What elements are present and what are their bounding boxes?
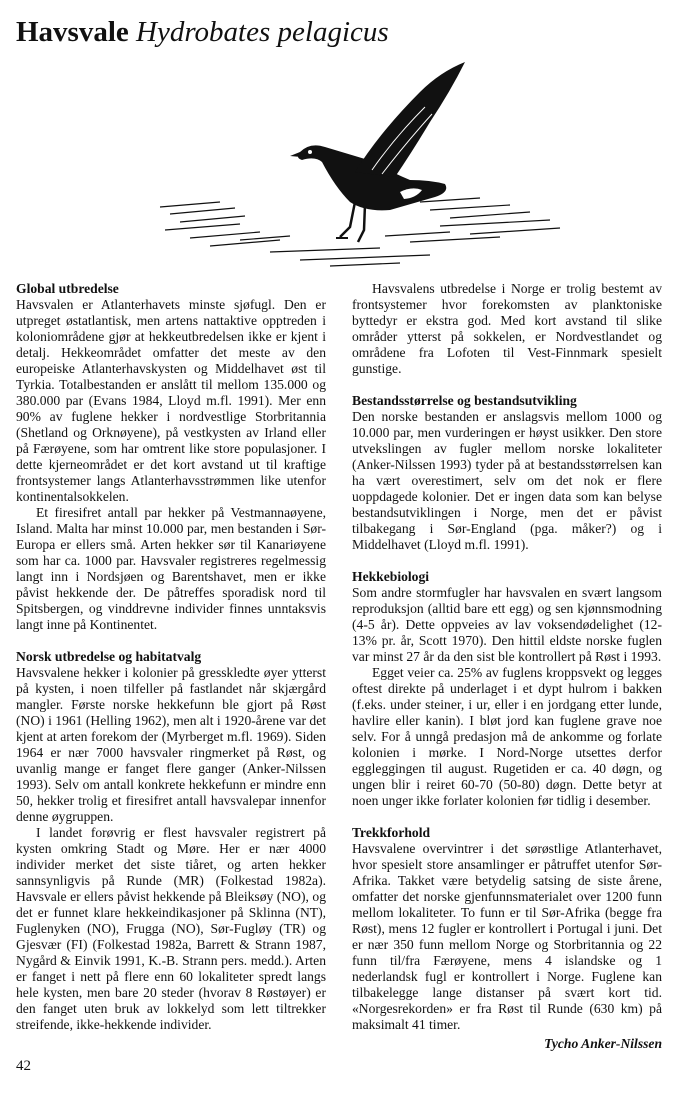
section-heading-migration: Trekkforhold <box>352 825 431 840</box>
species-name-latin: Hydrobates pelagicus <box>136 16 389 48</box>
page-number: 42 <box>16 1058 31 1074</box>
species-name-norwegian: Havsvale <box>16 16 129 48</box>
paragraph: Havsvalene overvintrer i det sørøstlige Atlanterhavet, hvor spesielt store ansamlinger er påtruffet utenfor Sør-Afrika. Takket være betydelig satsing de siste årene, omfatter det norske gjenfunnsmaterialet over 1200 funn mellom lokaliteter. To funn er til Sør-Afrika (begge fra Røst), mens 12 fugler er kontrollert i Portugal i juni. Det er nær 350 funn mellom Norge og Storbritannia og 22 funn til/fra Færøyene, mens 4 islandske og 1 nederlandsk fugl er kontrollert i Norge. Fuglene kan tilbakelegge lange distanser på svært kort tid. «Norgesrekorden» er fra Røst til Runde (630 km) på maksimalt 41 timer. <box>352 841 662 1032</box>
section-heading-population: Bestandsstørrelse og bestandsutvikling <box>352 393 577 408</box>
right-column <box>352 281 662 1052</box>
paragraph: Som andre stormfugler har havsvalen en svært langsom reproduksjon (alltid bare ett egg) og sen kjønnsmodning (4-5 år). Dette oppveies av lav voksendødelighet (12-13% pr. år, Scott 1970). Den hittil eldste norske fuglen var minst 27 år da den sist ble kontrollert på Røst i 1993. <box>352 585 662 664</box>
page-title <box>16 14 389 50</box>
section-heading-breeding-biology: Hekkebiologi <box>352 569 430 584</box>
section-heading-global-distribution: Global utbredelse <box>16 281 119 296</box>
left-column <box>16 281 326 1033</box>
storm-petrel-bird-illustration <box>150 52 570 272</box>
paragraph: Et firesifret antall par hekker på Vestmannaøyene, Island. Malta har minst 10.000 par, men bestanden i Sør-Europa er ellers små. Arten hekker sør til Kanariøyene som har ca. 1000 par. Havsvaler registreres regelmessig langt inn i Nordsjøen og Barentshavet, men er ikke påvist hekkende der. De påtreffes sporadisk nord til Spitsbergen, og vinddrevne individer finnes unntaksvis langt inne på Kontinentet. <box>16 505 326 632</box>
paragraph: Egget veier ca. 25% av fuglens kroppsvekt og legges oftest direkte på underlaget i et dypt hulrom i bakken (f.eks. under steiner, i ur, eller i en jordgang etter lunde, havlire eller kanin). I bløt jord kan fuglene grave noe selv. For å unngå predasjon må de ankomme og forlate kolonien i mørke. I Nord-Norge utsettes derfor eggleggingen til august. Rugetiden er ca. 40 døgn, og ungen blir i reiret 60-70 (50-80) døgn. Dette betyr at noen unger ikke forlater kolonien før tidlig i desember. <box>352 665 662 808</box>
paragraph: Havsvalene hekker i kolonier på gresskledte øyer ytterst på kysten, i noen tilfeller på fastlandet når skjærgård mangler. Første norske hekkefunn ble gjort på Røst (NO) i 1961 (Helling 1962), men alt i 1920-årene var det kjent at arten forekom der (Myrberget m.fl. 1969). Siden 1964 er nær 7000 havsvaler ringmerket på Røst, og uvanlig mange er fanget flere ganger (Anker-Nilssen 1993). Selv om antall konkrete hekkefunn er mindre enn 50, hekker trolig et firesifret antall havsvalepar innenfor denne øygruppen. <box>16 665 326 824</box>
author-signature: Tycho Anker-Nilssen <box>544 1036 662 1051</box>
section-heading-norwegian-distribution: Norsk utbredelse og habitatvalg <box>16 649 202 664</box>
paragraph: Den norske bestanden er anslagsvis mellom 1000 og 10.000 par, men vurderingen er høyst usikker. Den store utvekslingen av fugler mellom norske lokaliteter (Anker-Nilssen 1993) tyder på at bestandsstørrelsen kan ha vært overestimert, selv om det nok er flere uoppdagede kolonier. Det er ingen data som kan belyse bestandsutviklingen i Norge, men det er påvist tilbakegang i Sør-England (pga. måker?) og i Middelhavet (Lloyd m.fl. 1991). <box>352 409 662 552</box>
paragraph: Havsvalens utbredelse i Norge er trolig bestemt av frontsystemer hvor forekomsten av planktoniske byttedyr er ekstra god. Med kort avstand til slike områder ytterst på sokkelen, er Nordvestlandet og områdene fra Lofoten til Vest-Finnmark spesielt gunstige. <box>352 281 662 376</box>
paragraph: Havsvalen er Atlanterhavets minste sjøfugl. Den er utpreget østatlantisk, men artens nattaktive opptreden i koloniområdene gjør at hekkeutbredelsen ikke er kjent i detalj. Hekkeområdet omfatter det meste av den europeiske Atlanterhavskysten og Middelhavet øst til Tyrkia. Totalbestanden er anslått til mellom 135.000 og 380.000 par (Evans 1984, Lloyd m.fl. 1991). Mer enn 90% av fuglene hekker i nordvestlige Storbritannia (Shetland og Orknøyene), på vestkysten av Irland eller på Færøyene, som har omtrent like store populasjoner. I dette kjerneområdet er det kort avstand ut til kraftige frontsystemer langs Atlanterhavsstrømmen like utenfor kontinentalsokkelen. <box>16 297 326 504</box>
paragraph: I landet forøvrig er flest havsvaler registrert på kysten omkring Stadt og Møre. Her er nær 4000 individer merket det siste tiåret, og arten hekker sannsynligvis på Runde (MR) (Folkestad 1982a). Havsvale er ellers påvist hekkende på Bleiksøy (NO), og det er funnet klare hekkeindikasjoner på Sklinna (NT), Fuglenyken (NO), Frugga (NO), Sør-Fugløy (TR) og Gjesvær (FI) (Folkestad 1982a, Barrett & Strann 1987, Nygård & Einvik 1991, K.-B. Strann pers. medd.). Arten er fanget i nett på flere enn 60 lokaliteter spredt langs hele kysten, men bare 20 steder (hvorav 8 Røstøyer) er den fanget uten bruk av lokkelyd som lett tiltrekker streifende, ikke-hekkende individer. <box>16 825 326 1032</box>
